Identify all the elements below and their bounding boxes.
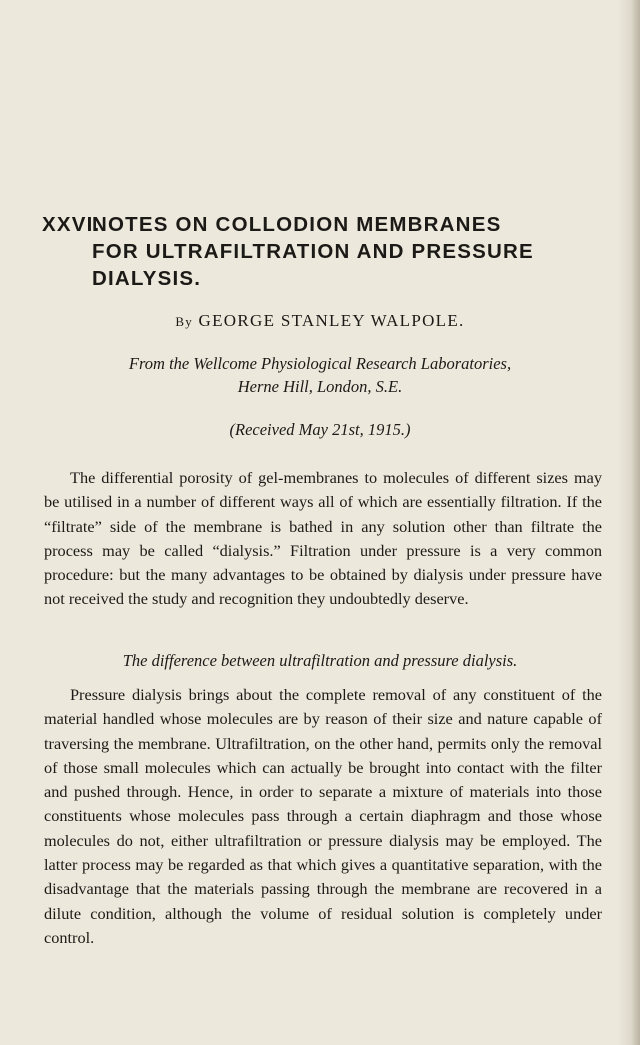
title-line-1: NOTES ON COLLODION MEMBRANES [92,213,502,236]
body-paragraph-2: Pressure dialysis brings about the complete removal of any constituent of the material handled whose molecules are by reason of their size and nature capable of traversing the membrane. Ultrafiltration, on the other hand, permits only the removal of those small molecules which can actually be brought into contact with the filter and pushed through. Hence, in order to separate a mixture of materials into those constituents whose molecules pass through a certain diaphragm and those whose molecules do not, either ultrafiltration or pressure dialysis may be employed. The latter process may be regarded as that which gives a quantitative separation, with the disadvantage that the materials passing through the membrane are recovered in a dilute condition, although the volume of residual solution is completely under control. [44,685,602,947]
affiliation [0,352,640,398]
article-title [42,211,608,292]
body-paragraph-1: The differential porosity of gel-membranes to molecules of different sizes may be utilised in a number of different ways all of which are essentially filtration. If the “filtrate” side of the membrane is bathed in any solution other than filtrate the process may be called “dialysis.” Filtration under pressure is a very common procedure: but the many advantages to be obtained by dialysis under pressure have not received the study and recognition they undoubtedly deserve. [44,468,602,609]
title-first-line [42,211,608,238]
title-line-2: FOR ULTRAFILTRATION AND PRESSURE [92,240,534,263]
author-prefix: By [175,314,193,329]
author-line [0,311,640,331]
page-edge-shadow [618,0,640,1045]
affiliation-line-2: Herne Hill, London, S.E. [237,377,403,396]
affiliation-line-1: From the Wellcome Physiological Research Laboratories, [128,354,512,373]
article-number: XXVI. [42,213,101,236]
title-line-3: DIALYSIS. [92,267,202,290]
received-date: (Received May 21st, 1915.) [229,420,411,439]
section-subheading: The difference between ultrafiltration and pressure dialysis. [122,651,518,670]
author-name: GEORGE STANLEY WALPOLE. [198,311,465,330]
